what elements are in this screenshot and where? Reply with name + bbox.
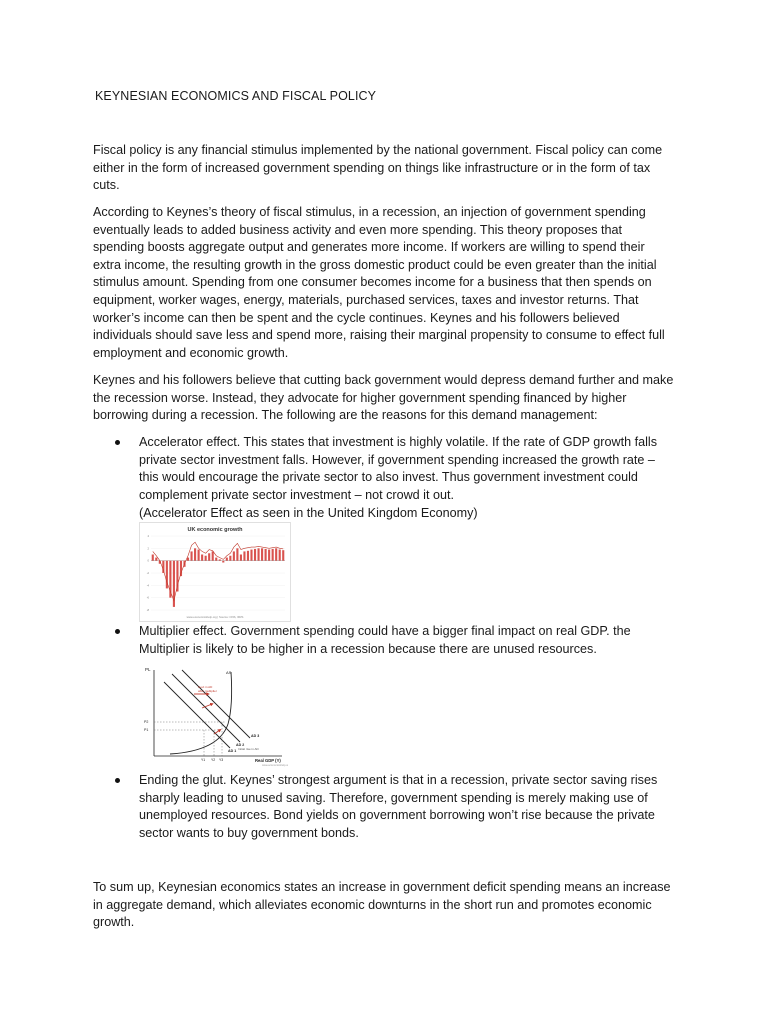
growth-bar [226,558,228,561]
y-tick-label: 0 [147,559,149,563]
y-axis-label-text: PL [145,667,151,672]
annotation-govt: Govt in AD [198,685,213,689]
growth-bar [155,558,157,561]
multiplier-diagram-svg [142,664,288,768]
multiplier-diagram [142,664,288,768]
paragraph-keynes-theory: According to Keynes’s theory of fiscal stimulus, in a recession, an injection of government spending eventually leads to added business activity and even more spending. This theory proposes that spending boosts aggregate output and generates more income. If workers are willing to spend their extra income, the resulting growth in the gross domestic product could be even greater than the initial stimulus amount. Spending from one consumer becomes income for a business that then spends on equipment, worker wages, energy, materials, purchased services, taxes and investor returns. That worker’s income can then be spent and the cycle continues. Keynes and his followers believed individuals should save less and spend more, raising their marginal propensity to consume to effect full employment and economic growth. [93,205,665,360]
growth-bar [215,558,217,561]
label-ad3: AD 3 [251,734,260,738]
growth-bar [275,548,277,560]
growth-bar [194,548,196,560]
ad1-line [164,682,230,748]
growth-bar [176,561,178,592]
growth-bar [254,549,256,561]
label-as: AS [226,670,232,675]
growth-bar [162,561,164,573]
x-axis-label: Real GDP (Y) [255,758,281,763]
bullet-dot [115,629,123,637]
growth-bar [219,559,221,560]
y-tick-label: -6 [146,596,149,600]
paragraph-demand-management: Keynes and his followers believe that cutting back government would depress demand further and make the recession worse. Instead, they advocate for higher government spending financed by higher borrowing during a recession. The following are the reasons for this demand management: [93,373,674,423]
growth-bar [198,550,200,561]
bullet-text: Accelerator effect. This states that investment is highly volatile. If the rate of GDP growth falls private sector investment falls. However, if government spending increased the growth rate – this would encourage the private sector to also invest. Thus government investment could complement private sector investment – not crowd it out. [139,435,657,502]
bullet-dot [115,778,123,786]
paragraph-conclusion: To sum up, Keynesian economics states an increase in government deficit spending means an increase in aggregate demand, which alleviates economic downturns in the short run and promotes economic growth. [93,880,671,930]
label-y3: Y3 [219,758,224,762]
growth-bar [250,550,252,561]
label-ad2: AD 2 [236,743,245,747]
growth-bar [268,550,270,561]
y-tick-label: -2 [146,572,149,575]
growth-bar [265,549,267,561]
label-p1: P1 [144,728,149,732]
ad3-line [182,670,250,738]
growth-bar [233,551,235,560]
diagram-source: www.economicshelp.org [262,764,288,767]
bullet-text: Multiplier effect. Government spending could have a bigger final impact on real GDP. the Multiplier is likely to be higher in a recession because there are unused resources. [139,624,631,656]
chart-title: UK economic growth [187,527,243,533]
label-y1: Y1 [201,758,206,762]
shift-arrow-3 [214,730,220,734]
bullet-text: Ending the glut. Keynes’ strongest argument is that in a recession, private sector saving rises sharply leading to unused saving. Therefore, government spending is merely making use of unemployed resources. Bond yields on government borrowing won’t rise because the private sector wants to buy government bonds. [139,773,658,840]
annotation-initial-rise: Initial rise in AD [238,747,259,751]
y-tick-label: 4 [147,535,149,538]
growth-bar [247,551,249,561]
growth-bar [257,548,259,560]
y-tick-label: -4 [146,584,149,588]
growth-bar [261,548,263,560]
chart-frame [140,523,291,622]
growth-bar [236,548,238,560]
growth-bar [208,553,210,560]
growth-bar [282,550,284,560]
growth-bar [201,555,203,561]
annotation-multiplier: after multiplier [198,689,217,693]
chart-source: www.economicshelp.org | Source: ONS, IFRS [186,615,244,619]
growth-bar [190,551,192,560]
document-title: KEYNESIAN ECONOMICS AND FISCAL POLICY [95,89,377,103]
growth-bar [243,551,245,560]
y-tick-label: -8 [146,609,149,612]
growth-bar [272,549,274,561]
growth-bar [279,550,281,561]
y-tick-label: 2 [147,547,149,551]
bullet-dot [115,440,123,448]
growth-bar [212,551,214,560]
paragraph-fiscal-policy: Fiscal policy is any financial stimulus implemented by the national government. Fiscal policy can come either in the form of increased government spending on things like infrastructure or in the form of tax cuts. [93,143,663,193]
uk-growth-chart [139,522,291,622]
growth-bar [229,556,231,561]
growth-bar [152,555,154,561]
uk-growth-chart-svg [139,522,291,622]
growth-bar [240,555,242,561]
growth-bar [205,556,207,561]
figure-caption: (Accelerator Effect as seen in the United Kingdom Economy) [139,506,478,520]
label-ad1: AD 1 [228,749,237,753]
label-y2: Y2 [211,758,216,762]
growth-bar [222,561,224,563]
label-p2: P2 [144,720,149,724]
